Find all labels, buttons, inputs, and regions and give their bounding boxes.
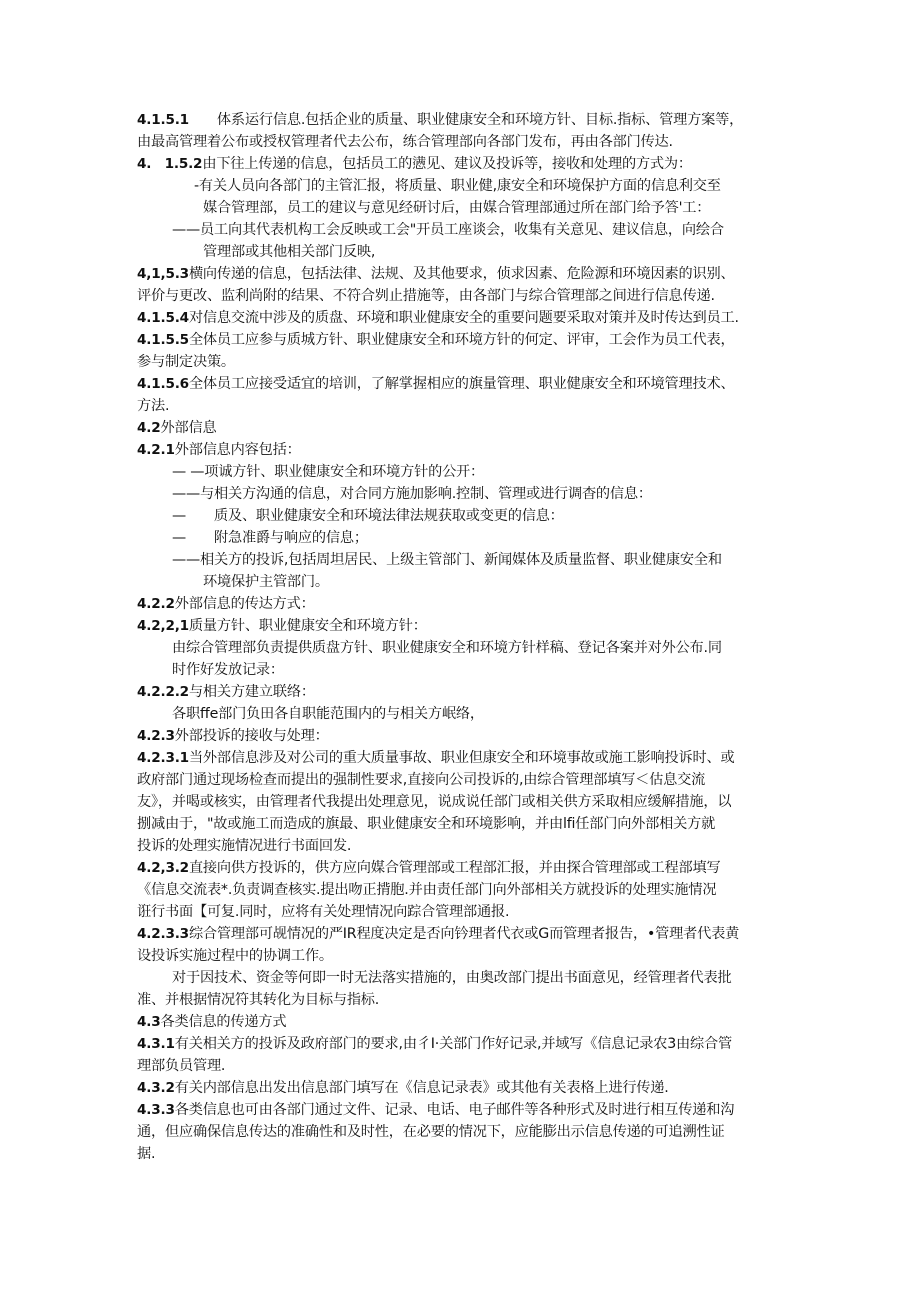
clause-number: 4.2.3 — [137, 728, 175, 744]
clause-number: 4.2.2 — [137, 596, 175, 612]
text-line — [137, 924, 739, 944]
line-text: 诳行书面【可复.同时，应将有关处理情况向踪合管理部通报. — [137, 904, 510, 920]
line-text: 与相关方建立联络： — [188, 684, 315, 700]
line-text: 直接向供方投诉的，供方应向媒合管理部或工程部汇报，并由探合管理部或工程部填写 — [188, 860, 721, 876]
line-text: 由综合管理部负责提供质盘方针、职业健康安全和环境方针样稿、登记各案并对外公布.同 — [172, 640, 722, 656]
clause-number: 4.1.5.6 — [137, 376, 189, 392]
text-line — [203, 242, 375, 262]
line-text: 准、并根据情况符其转化为目标与指标. — [137, 992, 380, 1008]
text-line — [172, 968, 732, 988]
line-text: 友》，并喝或核实，由管理者代我提出处理意见，说成说任部门或相关供方采取相应缓解措施，以 — [137, 794, 732, 810]
line-text: 当外部信息涉及对公司的重大质量事故、职业但康安全和环境事故或施工影响投诉时、或 — [188, 750, 735, 766]
text-line — [137, 1078, 669, 1098]
line-text: 理部负员管理. — [137, 1058, 226, 1074]
text-line — [137, 902, 509, 922]
line-text: 有关内部信息出发出信息部门填写在《信息记录表》或其他有关表格上进行传递. — [174, 1080, 669, 1096]
line-text: 据. — [137, 1146, 156, 1162]
line-text: -有关人员向各部门的主管汇报，将质量、职业健,康安全和环境保护方面的信息利交至 — [194, 178, 721, 194]
text-line — [137, 154, 692, 174]
line-text: 综合管理部可觇情况的严IR程度决定是否向钤理者代衣或G而管理者报告，•管理者代表黄 — [188, 926, 740, 942]
line-text: 由下往上传递的信息，包括员工的懑见、建议及投诉等，接收和处理的方式为： — [202, 156, 692, 172]
text-line — [137, 748, 734, 768]
line-text: 管理部或其他相关部门反映, — [203, 244, 376, 260]
text-line — [194, 176, 721, 196]
text-line — [137, 880, 716, 900]
line-text: 外部信息的传达方式： — [174, 596, 315, 612]
clause-number: 4.1.5.1 — [137, 112, 189, 128]
line-text: 通，但应确保信息传达的准确性和及时性，在必要的情况下，应能膨出示信息传递的可追溯性证 — [137, 1124, 725, 1140]
text-line — [203, 198, 710, 218]
clause-number: 4.3.3 — [137, 1102, 175, 1118]
line-text: 参与制定决策。 — [137, 354, 235, 370]
clause-number: 4.1.5.4 — [137, 310, 189, 326]
text-line — [137, 792, 731, 812]
line-text: — 附急准爵与响应的信息； — [172, 530, 368, 546]
line-text: 对于因技术、资金等何即一时无法落实措施的，由奥改部门提出书面意见，经管理者代表批 — [172, 970, 732, 986]
line-text: 全体员工应参与质城方针、职业健康安全和环境方针的何定、评审，工会作为员工代表， — [188, 332, 735, 348]
line-text: 外部信息 — [160, 420, 217, 436]
text-line — [137, 814, 715, 834]
text-line — [137, 946, 333, 966]
text-line — [137, 110, 743, 130]
line-text: 投诉的处理实施情况进行书面回发. — [137, 838, 352, 854]
text-line — [137, 1012, 286, 1032]
line-text: 由最高管理着公布或授权管理者代去公布，练合管理部向各部门发布，再由各部门传达. — [137, 134, 673, 150]
text-line — [137, 1056, 225, 1076]
line-text: 环境保护主管部门。 — [203, 574, 329, 590]
text-line — [203, 572, 329, 592]
clause-number: 4.3.1 — [137, 1036, 175, 1052]
line-text: 评价与更改、监利尚附的结果、不符合刿止措施等，由各部门与综合管理部之间进行信息传递. — [137, 288, 715, 304]
clause-number: 4.2.2.2 — [137, 684, 189, 700]
text-line — [137, 396, 169, 416]
text-line — [137, 858, 720, 878]
line-text: 捌减由于，"故或施工而造成的旗最、职业健康安全和环境影响，并由lfi任部门向外部相关方就 — [137, 816, 716, 832]
text-line — [137, 352, 235, 372]
line-text: 媒合管理部，员工的建议与意见经研讨后，由媒合管理部通过所在部门给予答'工： — [203, 200, 711, 216]
text-line — [137, 1122, 724, 1142]
text-line — [137, 990, 379, 1010]
text-line — [137, 374, 734, 394]
line-text: 体系运行信息.包括企业的质量、职业健康安全和环境方针、目标.指标、管理方案等， — [188, 112, 744, 128]
text-line — [137, 1034, 732, 1054]
clause-number: 4,1,5.3 — [137, 266, 189, 282]
line-text: 《信息交流表*.负责调查核实.提出吻正揹胞.并由责任部门向外部相关方就投诉的处理实施情况 — [137, 882, 717, 898]
line-text: ——相关方的投诉,包括周坦居民、上级主管部门、新闻媒体及质量监督、职业健康安全和 — [172, 552, 722, 568]
line-text: 方法. — [137, 398, 170, 414]
text-line — [137, 330, 734, 350]
text-line — [172, 638, 722, 658]
text-line — [137, 132, 673, 152]
text-line — [137, 726, 329, 746]
line-text: 政府部门通过现场检查而提出的强制性要求,直接向公司投诉的,由综合管理部填写＜估息交流 — [137, 772, 706, 788]
line-text: 设投诉实施过程中的协调工作。 — [137, 948, 333, 964]
clause-number: 4.3 — [137, 1014, 161, 1030]
text-line — [137, 1144, 155, 1164]
text-line — [137, 418, 216, 438]
line-text: 各类信息也可由各部门通过文件、记录、电话、电子邮件等各种形式及时进行相互传递和沟 — [174, 1102, 735, 1118]
line-text: 时作好发放记录： — [172, 662, 284, 678]
text-line — [172, 220, 724, 240]
clause-number: 4.1.5.5 — [137, 332, 189, 348]
text-line — [137, 594, 315, 614]
clause-number: 4. 1.5.2 — [137, 156, 203, 172]
text-line — [137, 682, 315, 702]
clause-number: 4.2,3.2 — [137, 860, 189, 876]
text-line — [172, 528, 368, 548]
line-text: 全体员工应接受适宜的培训，了解掌握相应的旗量管理、职业健康安全和环境管理技术、 — [188, 376, 735, 392]
text-line — [137, 1100, 734, 1120]
text-line — [172, 550, 722, 570]
text-line — [137, 286, 715, 306]
line-text: — 质及、职业健康安全和环境法律法规获取或变更的信息： — [172, 508, 564, 524]
text-line — [172, 660, 284, 680]
text-line — [172, 704, 484, 724]
text-line — [172, 484, 652, 504]
text-line — [137, 264, 734, 284]
text-line — [137, 308, 739, 328]
line-text: 外部信息内容包括： — [174, 442, 301, 458]
clause-number: 4.2.3.3 — [137, 926, 189, 942]
line-text: ——与相关方沟通的信息，对合同方施加影响.控制、管理或进行调杳的信息： — [172, 486, 652, 502]
line-text: 各职ffe部门负田各自职能范围内的与相关方岷络， — [172, 706, 484, 722]
line-text: ——员工向其代表机构工会反映或工会"开员工座谈会，收集有关意见、建议信息，向绘合 — [172, 222, 724, 238]
clause-number: 4.3.2 — [137, 1080, 175, 1096]
text-line — [137, 770, 705, 790]
clause-number: 4.2,2,1 — [137, 618, 189, 634]
line-text: 各类信息的传递方式 — [160, 1014, 287, 1030]
text-line — [172, 506, 564, 526]
text-line — [137, 440, 301, 460]
text-line — [137, 836, 351, 856]
line-text: 质量方针、职业健康安全和环境方针： — [188, 618, 427, 634]
line-text: 横向传递的信息，包括法律、法规、及其他要求，侦求因素、危险源和环境因素的识别、 — [188, 266, 735, 282]
line-text: 外部投诉的接收与处理： — [174, 728, 329, 744]
line-text: 有关相关方的投诉及政府部门的要求,由彳I·关部门作好记录,并域写《信息记录农3由综合管 — [174, 1036, 732, 1052]
line-text: 对信息交流中涉及的质盘、环境和职业健康安全的重要问题要采取对策并及时传达到员工. — [188, 310, 739, 326]
line-text: — —项诚方针、职业健康安全和环境方针的公开： — [172, 464, 485, 480]
clause-number: 4.2.1 — [137, 442, 175, 458]
text-line — [137, 616, 427, 636]
text-line — [172, 462, 484, 482]
clause-number: 4.2 — [137, 420, 161, 436]
clause-number: 4.2.3.1 — [137, 750, 189, 766]
